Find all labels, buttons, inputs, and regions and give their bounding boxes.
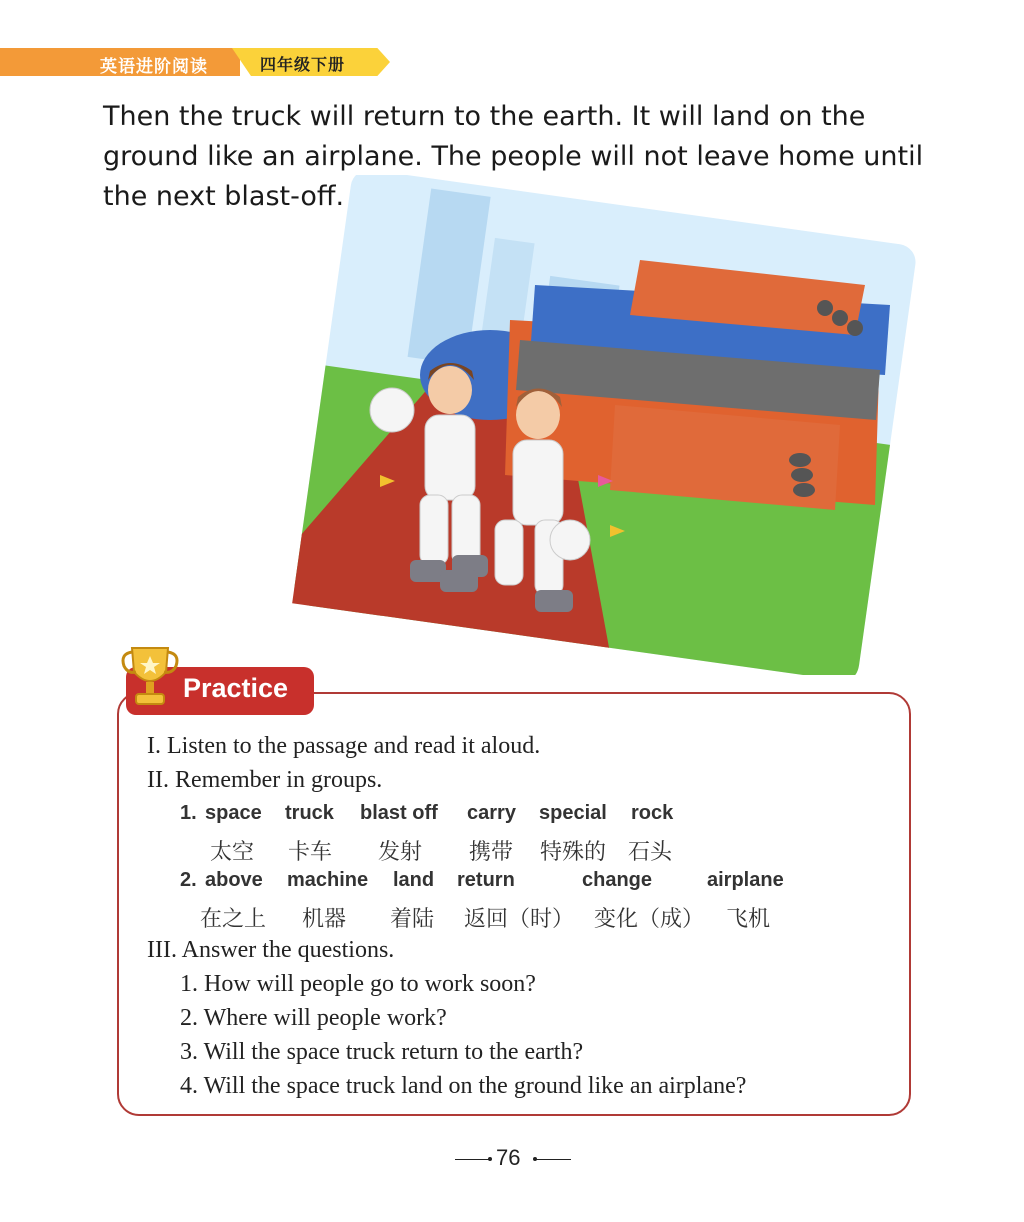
section-1: I. Listen to the passage and read it aloud.: [147, 733, 541, 759]
word-en: special: [539, 802, 607, 824]
word-en: machine: [287, 869, 369, 891]
word-cn: 携带: [469, 840, 514, 865]
page-rule-right: [535, 1159, 571, 1160]
section-3: III. Answer the questions.: [147, 937, 395, 963]
word-en: above: [205, 869, 263, 891]
word-en: rock: [631, 802, 674, 824]
word-cn: 石头: [628, 840, 673, 865]
word-en: land: [393, 869, 435, 891]
word-en: change: [582, 869, 653, 891]
page-dot-left: [488, 1157, 492, 1161]
page-rule-left: [455, 1159, 491, 1160]
word-cn: 返回（时）: [464, 907, 575, 932]
word-cn: 特殊的: [540, 840, 607, 865]
word-en: space: [205, 802, 262, 824]
series-title: 英语进阶阅读: [100, 57, 208, 77]
group1-number: 1.: [180, 802, 197, 824]
word-cn: 卡车: [288, 840, 333, 865]
word-cn: 太空: [210, 840, 255, 865]
word-cn: 机器: [302, 907, 347, 932]
question: 4. Will the space truck land on the ground like an airplane?: [180, 1073, 747, 1099]
story-paragraph: Then the truck will return to the earth. It will land on the ground like an airplane. The people will not leave home until the next blast-off.: [103, 101, 924, 212]
question: 1. How will people go to work soon?: [180, 971, 536, 997]
practice-title: Practice: [183, 673, 289, 703]
word-cn: 飞机: [726, 907, 771, 932]
word-en: airplane: [707, 869, 784, 891]
space-truck-illustration: [280, 175, 930, 675]
group2-number: 2.: [180, 869, 197, 891]
trophy-icon: [118, 642, 182, 712]
grade-label: 四年级下册: [260, 55, 346, 74]
word-en: return: [457, 869, 515, 891]
word-cn: 着陆: [390, 907, 435, 932]
section-2: II. Remember in groups.: [147, 767, 383, 793]
page-number: 76: [496, 1145, 521, 1170]
question: 2. Where will people work?: [180, 1005, 447, 1031]
word-en: carry: [467, 802, 516, 824]
word-en: blast off: [360, 802, 438, 824]
word-cn: 变化（成）: [594, 907, 705, 932]
word-en: truck: [285, 802, 334, 824]
word-cn: 发射: [378, 840, 423, 865]
question: 3. Will the space truck return to the earth?: [180, 1039, 584, 1065]
word-cn: 在之上: [200, 907, 267, 932]
